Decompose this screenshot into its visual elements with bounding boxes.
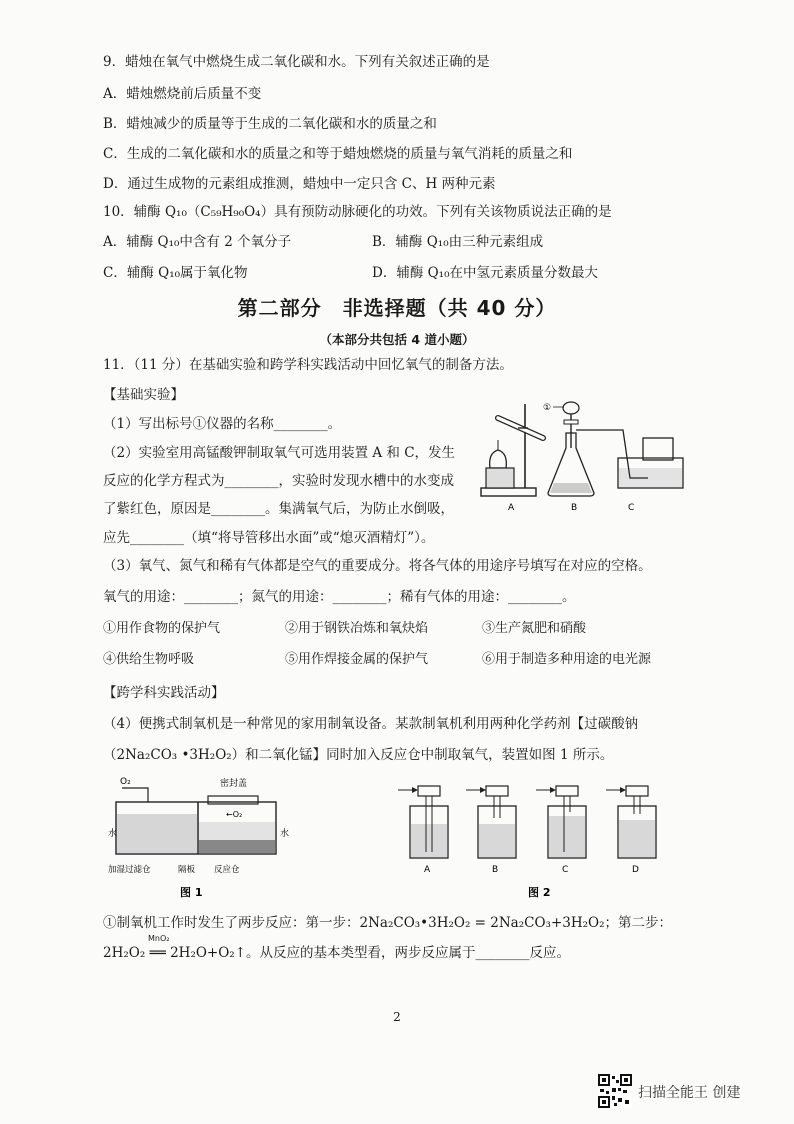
fig1-reactor-label: 反应仓: [214, 865, 240, 875]
figure-1-oxygen-generator: [108, 772, 308, 902]
q10-option-c: C．辅酶 Q₁₀属于氧化物: [103, 265, 248, 281]
q10-option-b: B．辅酶 Q₁₀由三种元素组成: [372, 234, 544, 250]
use-option-6: ⑥用于制造多种用途的电光源: [482, 652, 652, 667]
scanner-watermark: 扫描全能王 创建: [638, 1085, 741, 1101]
use-option-5: ⑤用作焊接金属的保护气: [285, 652, 429, 667]
figure-1-caption: 图 1: [180, 886, 203, 899]
figure-2-caption: 图 2: [528, 886, 551, 899]
q9-stem: 9．蜡烛在氧气中燃烧生成二氧化碳和水。下列有关叙述正确的是: [103, 54, 490, 70]
apparatus-figure: [478, 398, 693, 518]
q11-part2-line2: 反应的化学方程式为________，实验时发现水槽中的水变成: [103, 473, 454, 489]
q11-part4-line1: （4）便携式制氧机是一种常见的家用制氧设备。某款制氧机利用两种化学药剂【过碳酸钠: [103, 716, 639, 732]
apparatus-label-b: B: [571, 503, 578, 513]
q10-stem: 10．辅酶 Q₁₀（C₅₉H₉₀O₄）具有预防动脉硬化的功效。下列有关该物质说法正确的是: [103, 204, 612, 220]
fig1-partition-label: 隔板: [178, 865, 196, 875]
q11-part3-line1: （3）氧气、氮气和稀有气体都是空气的重要成分。将各气体的用途序号填写在对应的空格。: [103, 558, 652, 574]
part2-subtitle: （本部分共包括 4 道小题）: [319, 332, 475, 347]
q11-part2-line4: 应先________（填“将导管移出水面”或“熄灭酒精灯”）。: [103, 530, 435, 546]
q11-part3-line2: 氧气的用途：________；氮气的用途：________；稀有气体的用途：________。: [103, 589, 576, 605]
q9-option-d: D．通过生成物的元素组成推测，蜡烛中一定只含 C、H 两种元素: [103, 176, 496, 192]
use-option-3: ③生产氮肥和硝酸: [482, 621, 587, 636]
q11-part1: （1）写出标号①仪器的名称________。: [103, 416, 342, 432]
page-number: 2: [393, 1010, 401, 1024]
fig2-label-b: B: [492, 865, 499, 875]
use-option-1: ①用作食物的保护气: [103, 621, 221, 636]
q10-option-a: A．辅酶 Q₁₀中含有 2 个氧分子: [103, 234, 292, 250]
q11-part4-line2: （2Na₂CO₃ •3H₂O₂）和二氧化锰】同时加入反应仓中制取氧气，装置如图 1 所示。: [103, 747, 614, 763]
q9-option-a: A．蜡烛燃烧前后质量不变: [103, 86, 262, 102]
fig1-o2-label: O₂: [120, 777, 131, 787]
q9-option-b: B．蜡烛减少的质量等于生成的二氧化碳和水的质量之和: [103, 116, 437, 132]
q9-option-c: C．生成的二氧化碳和水的质量之和等于蜡烛燃烧的质量与氧气消耗的质量之和: [103, 146, 573, 162]
fig1-water-right: 水: [280, 829, 290, 839]
use-option-4: ④供给生物呼吸: [103, 652, 195, 667]
apparatus-label-c: C: [628, 503, 635, 513]
fig1-o2-arrow: ←O₂: [226, 810, 243, 819]
fig2-label-d: D: [632, 865, 639, 875]
catalyst-label: MnO₂: [148, 934, 170, 943]
q11-stem: 11．（11 分）在基础实验和跨学科实践活动中回忆氧气的制备方法。: [103, 357, 513, 373]
apparatus-label-1: ①: [543, 403, 552, 413]
fig2-label-c: C: [562, 865, 569, 875]
bottle-d: [606, 786, 656, 875]
q11-part2-line3: 了紫红色，原因是________。集满氧气后，为防止水倒吸，: [103, 501, 454, 517]
bottle-c: [536, 786, 586, 875]
part2-title: 第二部分 非选择题（共 40 分）: [237, 296, 557, 320]
q11-reaction-line2: 2H₂O₂ ══ 2H₂O+O₂↑。从反应的基本类型看，两步反应属于________反应。: [103, 945, 571, 961]
use-option-2: ②用于钢铁冶炼和氧炔焰: [285, 621, 429, 636]
figure-2-bottles: [396, 776, 676, 902]
bottle-b: [466, 786, 516, 875]
q11-section-practice: 【跨学科实践活动】: [103, 685, 225, 701]
q11-part2-line1: （2）实验室用高锰酸钾制取氧气可选用装置 A 和 C，发生: [103, 445, 456, 461]
qr-code-icon: [598, 1074, 632, 1108]
q11-reaction-line1: ①制氧机工作时发生了两步反应：第一步：2Na₂CO₃•3H₂O₂ = 2Na₂CO₃+3H₂O₂；第二步：: [103, 915, 673, 931]
fig1-water-left: 水: [108, 829, 118, 839]
fig2-label-a: A: [424, 865, 431, 875]
apparatus-label-a: A: [508, 503, 515, 513]
bottle-a: [398, 786, 448, 875]
fig1-humidifier-label: 加湿过滤仓: [108, 865, 151, 875]
q11-section-basic: 【基础实验】: [103, 387, 184, 403]
q10-option-d: D．辅酶 Q₁₀在中氢元素质量分数最大: [372, 265, 599, 281]
fig1-seal-label: 密封盖: [220, 779, 248, 789]
